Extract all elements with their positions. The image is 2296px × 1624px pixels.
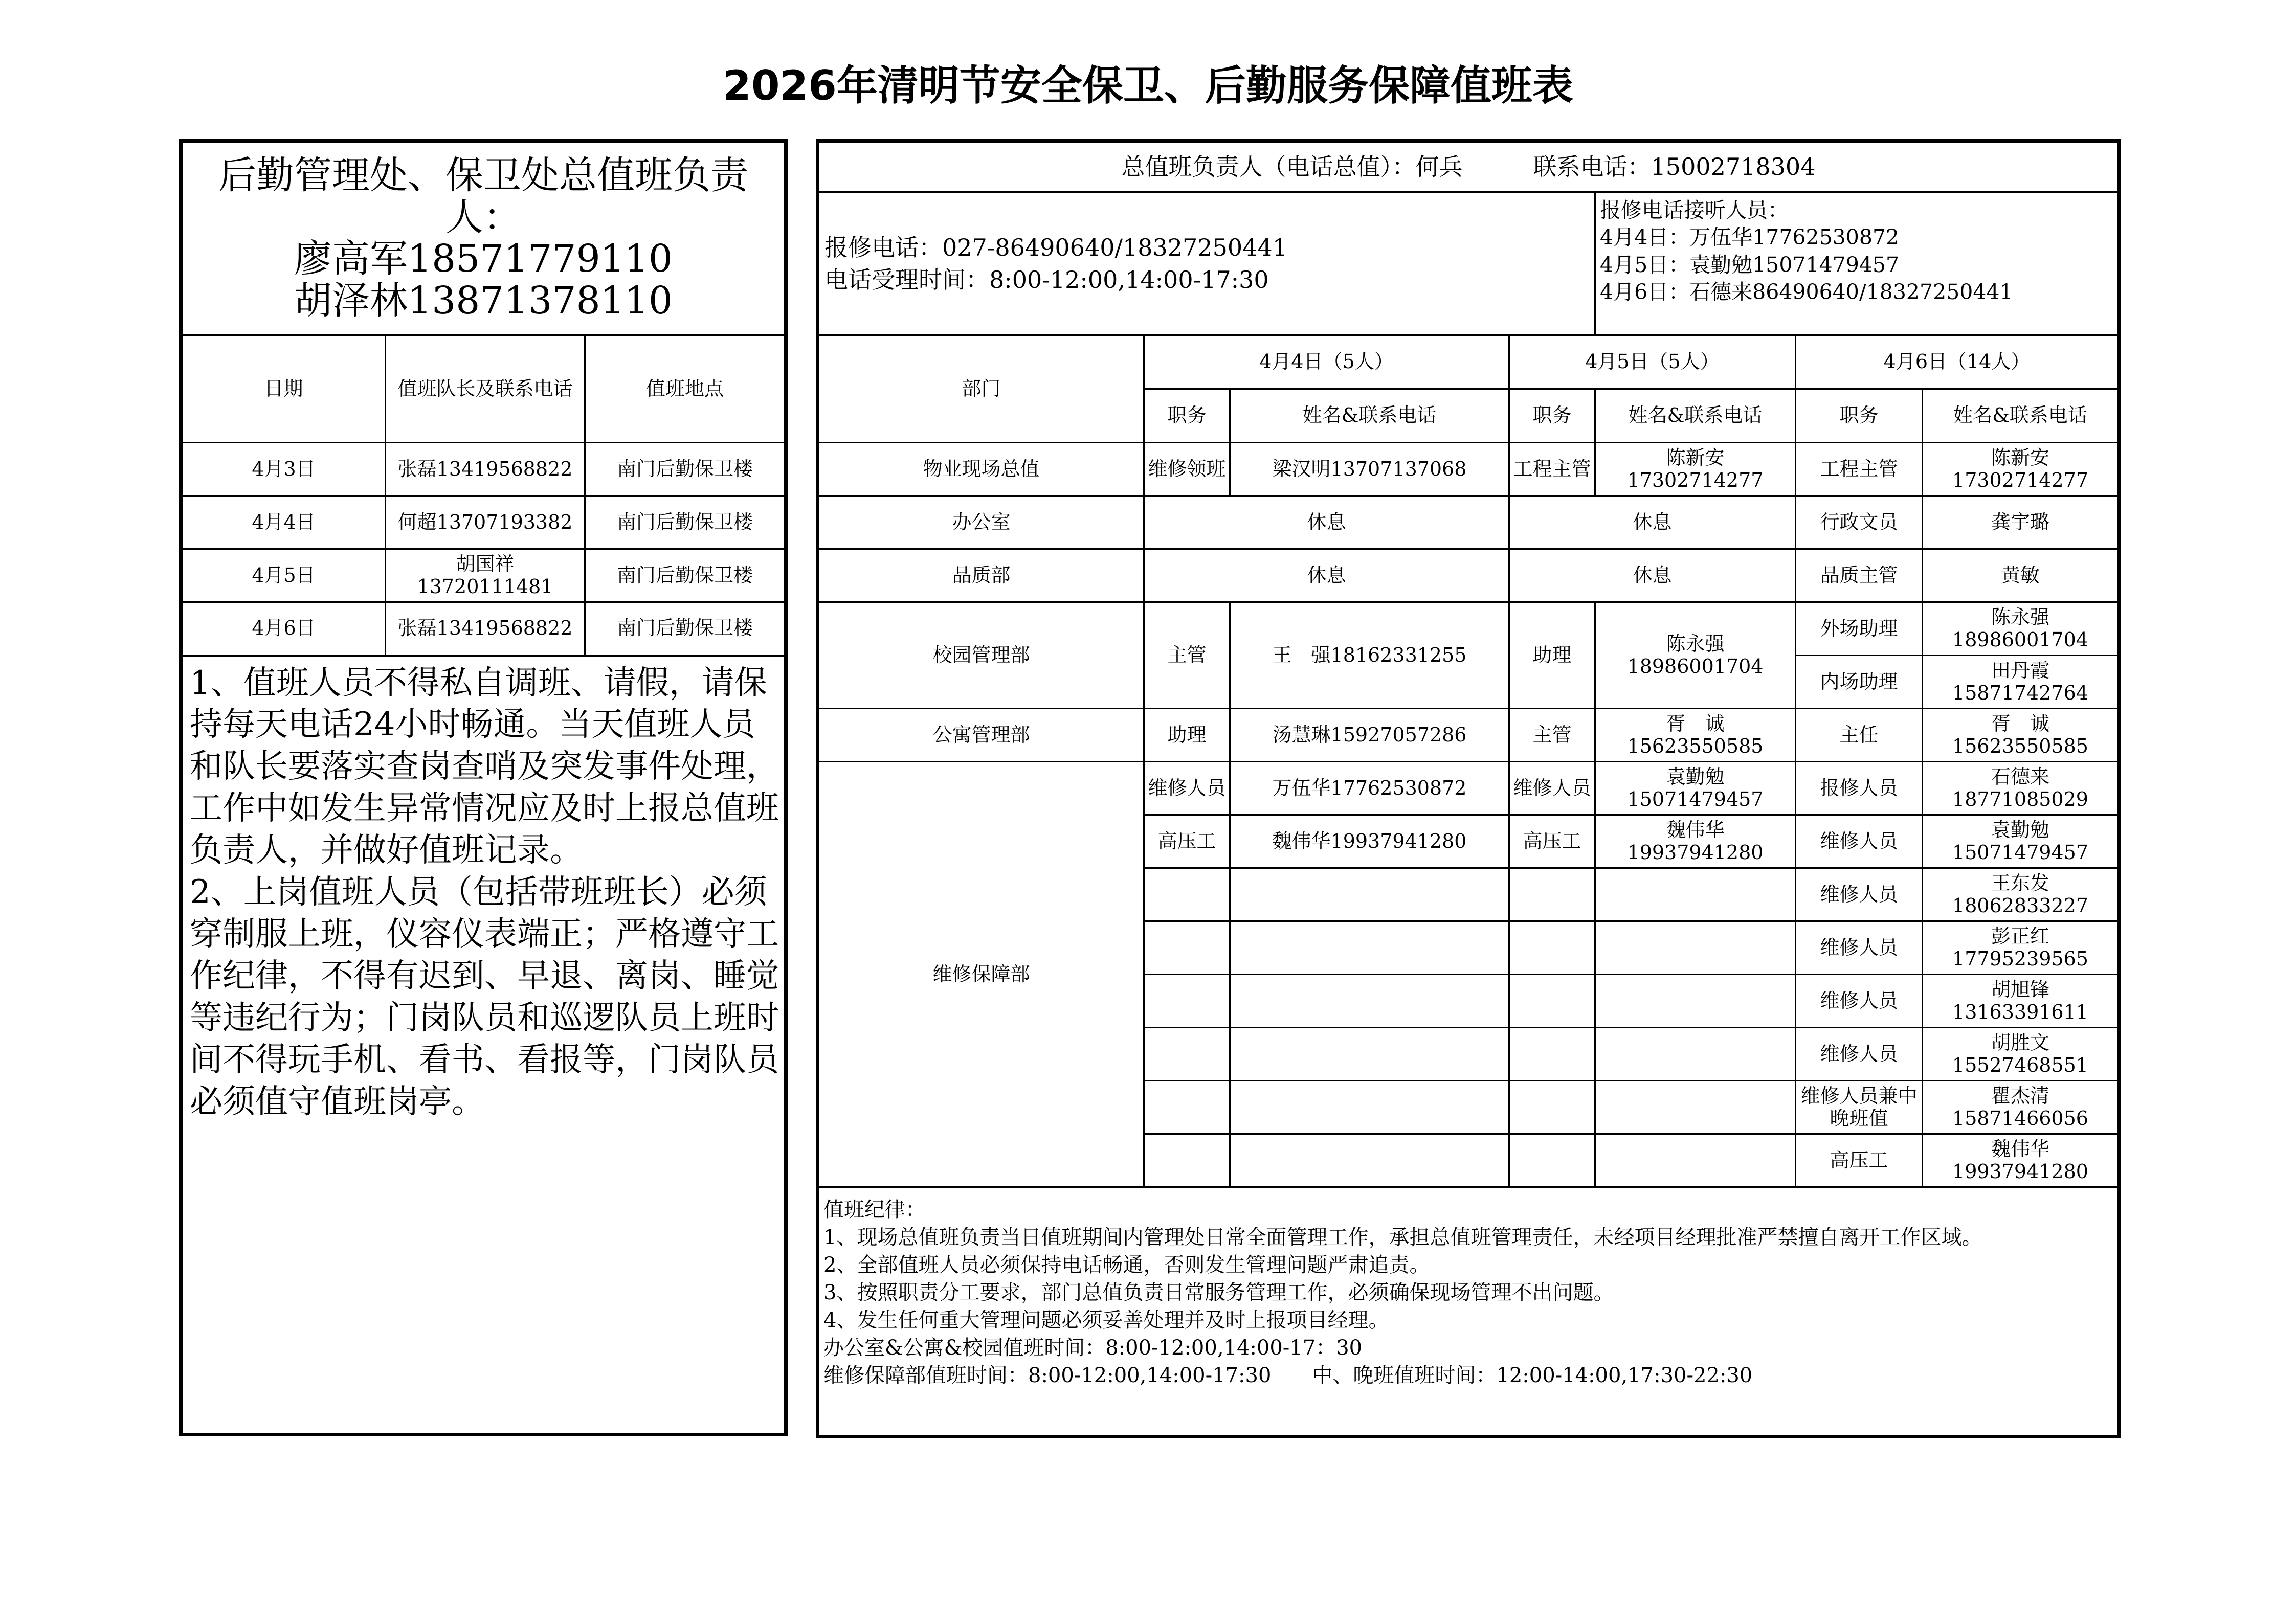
role-cell: 维修人员 bbox=[1144, 762, 1230, 815]
role-cell: 维修人员 bbox=[1796, 815, 1923, 868]
dept-apartment: 公寓管理部 bbox=[818, 709, 1144, 762]
name-cell: 王 强18162331255 bbox=[1230, 602, 1509, 709]
duty-date: 4月4日 bbox=[181, 496, 386, 549]
dept-repair: 维修保障部 bbox=[818, 762, 1144, 1187]
duty-location: 南门后勤保卫楼 bbox=[585, 602, 786, 656]
rule-item: 2、上岗值班人员（包括带班班长）必须穿制服上班，仪容仪表端正；严格遵守工作纪律，不得有迟到、早退、离岗、睡觉等违纪行为；门岗队员和巡逻队员上班时间不得玩手机、看书、看报等，门岗队员必须值守值班岗亭。 bbox=[190, 873, 779, 1121]
name-cell: 魏伟华19937941280 bbox=[1923, 1134, 2120, 1187]
header-name: 姓名&联系电话 bbox=[1230, 389, 1509, 443]
empty-cell bbox=[1144, 868, 1230, 921]
chief-contact-1: 廖高军18571779110 bbox=[294, 237, 673, 281]
role-cell: 高压工 bbox=[1796, 1134, 1923, 1187]
duty-captain: 张磊13419568822 bbox=[386, 602, 585, 656]
dept-campus: 校园管理部 bbox=[818, 602, 1144, 709]
duty-discipline bbox=[818, 1187, 2120, 1437]
page-title: 2026年清明节安全保卫、后勤服务保障值班表 bbox=[723, 62, 1573, 109]
role-cell: 行政文员 bbox=[1796, 496, 1923, 549]
empty-cell bbox=[1144, 1134, 1230, 1187]
header-name: 姓名&联系电话 bbox=[1923, 389, 2120, 443]
header-day-3: 4月6日（14人） bbox=[1796, 335, 2120, 389]
empty-cell bbox=[1595, 1134, 1796, 1187]
role-cell: 维修人员 bbox=[1796, 1028, 1923, 1081]
role-cell: 维修人员 bbox=[1796, 921, 1923, 975]
name-cell: 梁汉明13707137068 bbox=[1230, 443, 1509, 496]
office-hours: 办公室&公寓&校园值班时间：8:00-12:00,14:00-17：30 bbox=[823, 1336, 1363, 1360]
name-cell: 万伍华17762530872 bbox=[1230, 762, 1509, 815]
empty-cell bbox=[1144, 1081, 1230, 1134]
header-date: 日期 bbox=[181, 335, 386, 443]
header-department: 部门 bbox=[818, 335, 1144, 443]
header-role: 职务 bbox=[1144, 389, 1230, 443]
empty-cell bbox=[1230, 1134, 1509, 1187]
repair-hours: 维修保障部值班时间：8:00-12:00,14:00-17:30 中、晚班值班时间：12:00-14:00,17:30-22:30 bbox=[823, 1364, 1753, 1387]
duty-date: 4月6日 bbox=[181, 602, 386, 656]
empty-cell bbox=[1509, 868, 1595, 921]
header-day-1: 4月4日（5人） bbox=[1144, 335, 1509, 389]
empty-cell bbox=[1230, 975, 1509, 1028]
rest-cell: 休息 bbox=[1144, 496, 1509, 549]
role-cell: 维修人员 bbox=[1796, 975, 1923, 1028]
empty-cell bbox=[1144, 921, 1230, 975]
name-cell: 魏伟华19937941280 bbox=[1230, 815, 1509, 868]
chief-contact-2: 胡泽林13871378110 bbox=[294, 278, 673, 323]
empty-cell bbox=[1595, 975, 1796, 1028]
general-duty-header: 总值班负责人（电话总值）：何兵 联系电话：15002718304 bbox=[818, 141, 2120, 192]
role-cell: 报修人员 bbox=[1796, 762, 1923, 815]
name-cell: 田丹霞15871742764 bbox=[1923, 656, 2120, 709]
role-cell: 主任 bbox=[1796, 709, 1923, 762]
role-cell: 主管 bbox=[1144, 602, 1230, 709]
security-duty-table bbox=[179, 139, 788, 1436]
rest-cell: 休息 bbox=[1509, 549, 1796, 602]
empty-cell bbox=[1230, 1028, 1509, 1081]
name-cell: 陈新安17302714277 bbox=[1595, 443, 1796, 496]
name-cell: 瞿杰清15871466056 bbox=[1923, 1081, 2120, 1134]
duty-date: 4月5日 bbox=[181, 549, 386, 602]
discipline-item: 2、全部值班人员必须保持电话畅通，否则发生管理问题严肃追责。 bbox=[823, 1253, 1430, 1277]
name-cell: 胡旭锋13163391611 bbox=[1923, 975, 2120, 1028]
role-cell: 助理 bbox=[1144, 709, 1230, 762]
empty-cell bbox=[1509, 1028, 1595, 1081]
receiver-item: 4月6日：石德来86490640/18327250441 bbox=[1600, 279, 2013, 304]
name-cell: 陈永强18986001704 bbox=[1923, 602, 2120, 656]
role-cell: 主管 bbox=[1509, 709, 1595, 762]
role-cell: 工程主管 bbox=[1796, 443, 1923, 496]
empty-cell bbox=[1230, 1081, 1509, 1134]
duty-date: 4月3日 bbox=[181, 443, 386, 496]
duty-captain: 张磊13419568822 bbox=[386, 443, 585, 496]
empty-cell bbox=[1509, 975, 1595, 1028]
role-cell: 维修人员兼中晚班值 bbox=[1796, 1081, 1923, 1134]
name-cell: 袁勤勉15071479457 bbox=[1595, 762, 1796, 815]
empty-cell bbox=[1230, 921, 1509, 975]
rest-cell: 休息 bbox=[1509, 496, 1796, 549]
name-cell: 汤慧琳15927057286 bbox=[1230, 709, 1509, 762]
name-cell: 陈新安17302714277 bbox=[1923, 443, 2120, 496]
logistics-duty-table bbox=[816, 139, 2121, 1438]
header-captain: 值班队长及联系电话 bbox=[386, 335, 585, 443]
name-cell: 龚宇璐 bbox=[1923, 496, 2120, 549]
duty-location: 南门后勤保卫楼 bbox=[585, 496, 786, 549]
role-cell: 维修人员 bbox=[1509, 762, 1595, 815]
empty-cell bbox=[1144, 1028, 1230, 1081]
repair-hotline-cell bbox=[818, 192, 1595, 335]
header-role: 职务 bbox=[1509, 389, 1595, 443]
name-cell: 魏伟华19937941280 bbox=[1595, 815, 1796, 868]
role-cell: 高压工 bbox=[1144, 815, 1230, 868]
empty-cell bbox=[1595, 1081, 1796, 1134]
header-role: 职务 bbox=[1796, 389, 1923, 443]
duty-rules bbox=[181, 656, 786, 1435]
empty-cell bbox=[1595, 1028, 1796, 1081]
role-cell: 工程主管 bbox=[1509, 443, 1595, 496]
discipline-item: 1、现场总值班负责当日值班期间内管理处日常全面管理工作，承担总值班管理责任，未经项目经理批准严禁擅自离开工作区域。 bbox=[823, 1226, 1982, 1249]
chief-line-2: 人： bbox=[445, 195, 521, 239]
duty-captain: 何超13707193382 bbox=[386, 496, 585, 549]
name-cell: 陈永强18986001704 bbox=[1595, 602, 1796, 709]
rule-item: 1、值班人员不得私自调班、请假，请保持每天电话24小时畅通。当天值班人员和队长要落实查岗查哨及突发事件处理，工作中如发生异常情况应及时上报总值班负责人，并做好值班记录。 bbox=[190, 664, 779, 870]
receiver-item: 4月5日：袁勤勉15071479457 bbox=[1600, 252, 1900, 277]
empty-cell bbox=[1144, 975, 1230, 1028]
role-cell: 品质主管 bbox=[1796, 549, 1923, 602]
rest-cell: 休息 bbox=[1144, 549, 1509, 602]
duty-location: 南门后勤保卫楼 bbox=[585, 443, 786, 496]
discipline-item: 4、发生任何重大管理问题必须妥善处理并及时上报项目经理。 bbox=[823, 1309, 1389, 1332]
empty-cell bbox=[1230, 868, 1509, 921]
repair-hotline: 报修电话：027-86490640/18327250441 bbox=[824, 234, 1287, 262]
name-cell: 胡胜文15527468551 bbox=[1923, 1028, 2120, 1081]
dept-property-onsite: 物业现场总值 bbox=[818, 443, 1144, 496]
role-cell: 内场助理 bbox=[1796, 656, 1923, 709]
name-cell: 胥 诚15623550585 bbox=[1923, 709, 2120, 762]
role-cell: 维修人员 bbox=[1796, 868, 1923, 921]
role-cell: 高压工 bbox=[1509, 815, 1595, 868]
role-cell: 助理 bbox=[1509, 602, 1595, 709]
discipline-item: 3、按照职责分工要求，部门总值负责日常服务管理工作，必须确保现场管理不出问题。 bbox=[823, 1281, 1614, 1304]
name-cell: 彭正红17795239565 bbox=[1923, 921, 2120, 975]
duty-location: 南门后勤保卫楼 bbox=[585, 549, 786, 602]
receiver-item: 4月4日：万伍华17762530872 bbox=[1600, 225, 1900, 250]
name-cell: 袁勤勉15071479457 bbox=[1923, 815, 2120, 868]
service-hours: 电话受理时间：8:00-12:00,14:00-17:30 bbox=[824, 265, 1269, 294]
chief-line-1: 后勤管理处、保卫处总值班负责 bbox=[218, 153, 748, 198]
empty-cell bbox=[1509, 1134, 1595, 1187]
dept-office: 办公室 bbox=[818, 496, 1144, 549]
hotline-receivers-cell bbox=[1595, 192, 2120, 335]
name-cell: 王东发18062833227 bbox=[1923, 868, 2120, 921]
discipline-title: 值班纪律： bbox=[823, 1198, 926, 1222]
empty-cell bbox=[1595, 921, 1796, 975]
receivers-title: 报修电话接听人员： bbox=[1600, 198, 1789, 222]
header-name: 姓名&联系电话 bbox=[1595, 389, 1796, 443]
empty-cell bbox=[1509, 1081, 1595, 1134]
name-cell: 胥 诚15623550585 bbox=[1595, 709, 1796, 762]
role-cell: 维修领班 bbox=[1144, 443, 1230, 496]
dept-quality: 品质部 bbox=[818, 549, 1144, 602]
header-day-2: 4月5日（5人） bbox=[1509, 335, 1796, 389]
header-location: 值班地点 bbox=[585, 335, 786, 443]
empty-cell bbox=[1595, 868, 1796, 921]
duty-captain: 胡国祥13720111481 bbox=[386, 549, 585, 602]
chief-on-duty-cell bbox=[181, 141, 786, 335]
name-cell: 黄敏 bbox=[1923, 549, 2120, 602]
role-cell: 外场助理 bbox=[1796, 602, 1923, 656]
empty-cell bbox=[1509, 921, 1595, 975]
name-cell: 石德来18771085029 bbox=[1923, 762, 2120, 815]
